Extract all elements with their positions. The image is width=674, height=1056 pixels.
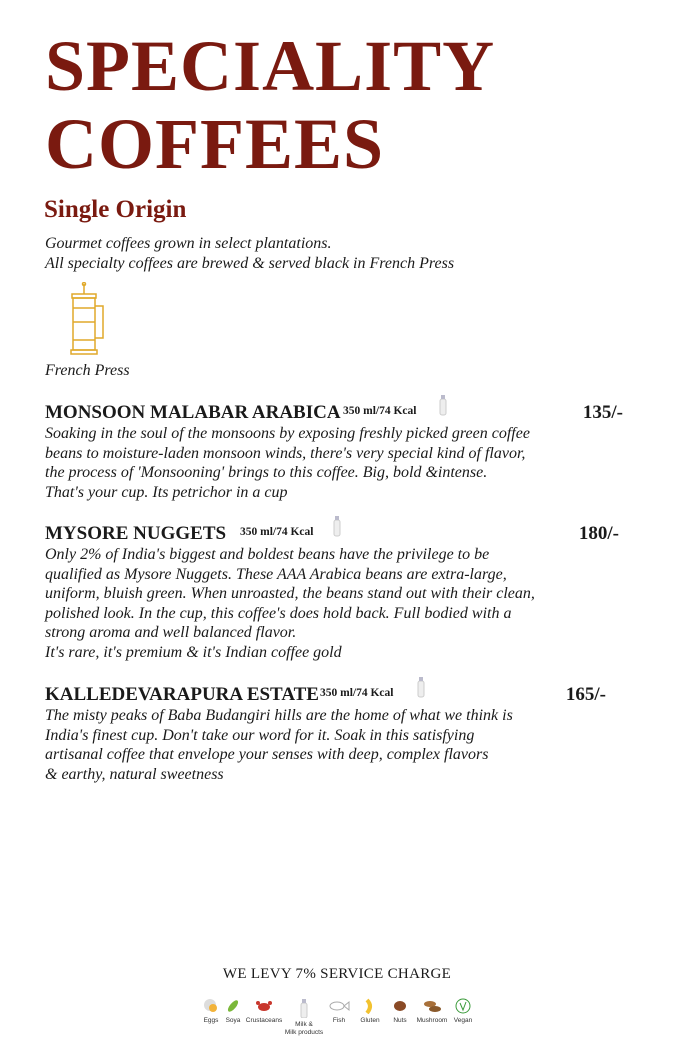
- item-description: [45, 424, 615, 502]
- desc-line: & earthy, natural sweetness: [45, 765, 224, 783]
- allergen-label: Milk &: [295, 1021, 313, 1028]
- item-price: 135/-: [582, 402, 623, 423]
- desc-line: Soaking in the soul of the monsoons by exposing freshly picked green coffee: [45, 425, 530, 442]
- allergen-label: Vegan: [453, 1017, 473, 1024]
- page-title-line2: COFFEES: [45, 104, 385, 184]
- desc-line: uniform, bluish green. When unroasted, the beans stand out with their clean,: [45, 585, 535, 602]
- service-charge-note: WE LEVY 7% SERVICE CHARGE: [222, 966, 452, 982]
- item-name: MONSOON MALABAR ARABICA: [45, 402, 341, 423]
- item-kcal: 350 ml/74 Kcal: [343, 405, 417, 417]
- item-kcal: 350 ml/74 Kcal: [240, 526, 314, 538]
- item-name: MYSORE NUGGETS: [45, 523, 227, 544]
- milk-bottle-icon: [438, 394, 448, 421]
- nuts-icon: [392, 998, 408, 1014]
- desc-line: Only 2% of India's biggest and boldest beans have the privilege to be: [45, 546, 490, 563]
- vegan-icon: [455, 998, 471, 1014]
- desc-line: The misty peaks of Baba Budangiri hills are the home of what we think is: [45, 707, 513, 724]
- allergen-fish: [324, 998, 354, 1037]
- desc-line: the process of 'Monsooning' brings to this coffee. Big, bold &intense.: [45, 464, 488, 481]
- allergen-soya: [222, 998, 244, 1037]
- allergen-label: Mushroom: [416, 1017, 448, 1024]
- item-price: 180/-: [578, 523, 619, 544]
- french-press-label: French Press: [45, 362, 130, 379]
- menu-item: [45, 402, 623, 502]
- intro-text: [45, 234, 454, 273]
- crab-icon: [255, 998, 273, 1014]
- section-heading: Single Origin: [44, 196, 187, 223]
- allergen-label: Milk products: [284, 1029, 324, 1036]
- soya-icon: [225, 998, 241, 1014]
- allergen-legend: [200, 998, 476, 1037]
- allergen-label: Nuts: [393, 1017, 407, 1024]
- desc-line: strong aroma and well balanced flavor.: [45, 624, 297, 641]
- desc-line: qualified as Mysore Nuggets. These AAA Arabica beans are extra-large,: [45, 565, 507, 583]
- item-name: KALLEDEVARAPURA ESTATE: [45, 684, 319, 705]
- menu-item: [45, 684, 615, 784]
- desc-line: artisanal coffee that envelope your senses with deep, complex flavors: [45, 746, 489, 763]
- desc-line: beans to moisture-laden monsoon winds, there's very special kind of flavor,: [45, 444, 526, 462]
- allergen-label: Crustaceans: [245, 1017, 283, 1024]
- milk-bottle-icon: [416, 676, 426, 703]
- intro-line: All specialty coffees are brewed & served black in French Press: [45, 254, 455, 272]
- allergen-nuts: [386, 998, 414, 1037]
- milk-bottle-icon: [299, 998, 309, 1018]
- allergen-crustaceans: [244, 998, 284, 1037]
- page-title-line1: SPECIALITY: [45, 26, 496, 106]
- allergen-eggs: [200, 998, 222, 1037]
- allergen-label: Fish: [332, 1017, 346, 1024]
- allergen-label: Soya: [225, 1017, 241, 1024]
- intro-line: Gourmet coffees grown in select plantations.: [45, 235, 332, 252]
- item-description: [45, 545, 615, 662]
- desc-line: India's finest cup. Don't take our word for it. Soak in this satisfying: [45, 726, 475, 744]
- desc-line: It's rare, it's premium & it's Indian coffee gold: [45, 643, 342, 661]
- allergen-gluten: [354, 998, 386, 1037]
- item-description: [45, 706, 615, 784]
- allergen-mushroom: [414, 998, 450, 1037]
- allergen-label: Gluten: [360, 1017, 380, 1024]
- fish-icon: [328, 998, 350, 1014]
- allergen-milk: [284, 998, 324, 1037]
- desc-line: That's your cup. Its petrichor in a cup: [45, 483, 288, 501]
- item-price: 165/-: [565, 684, 606, 705]
- allergen-vegan: [450, 998, 476, 1037]
- item-kcal: 350 ml/74 Kcal: [320, 687, 394, 699]
- menu-item: [45, 523, 619, 662]
- mushroom-icon: [422, 998, 442, 1014]
- milk-bottle-icon: [332, 515, 342, 542]
- desc-line: polished look. In the cup, this coffee's does hold back. Full bodied with a: [45, 604, 512, 622]
- allergen-label: Eggs: [203, 1017, 219, 1024]
- french-press-icon: [66, 282, 112, 363]
- wheat-icon: [362, 998, 378, 1014]
- eggs-icon: [203, 998, 219, 1014]
